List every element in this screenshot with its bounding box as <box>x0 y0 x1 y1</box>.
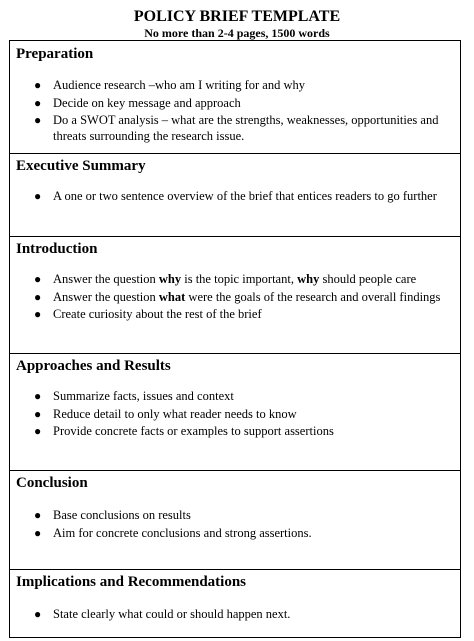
list-item <box>10 78 450 94</box>
bullet-list <box>10 189 450 207</box>
section-divider <box>10 569 460 570</box>
bullet-icon: ● <box>34 508 42 522</box>
item-text: Decide on key message and approach <box>53 95 241 110</box>
bullet-list <box>10 272 450 325</box>
item-text: A one or two sentence overview of the brief that entices readers to go further <box>53 189 437 203</box>
bullet-list <box>10 389 450 442</box>
list-item <box>10 508 450 524</box>
list-item <box>10 389 450 405</box>
document-header <box>0 8 474 40</box>
list-item <box>10 607 450 623</box>
section-divider <box>10 236 460 237</box>
bullet-icon: ● <box>34 95 42 110</box>
section-title: Approaches and Results <box>16 358 171 374</box>
section-title: Implications and Recommendations <box>16 574 247 590</box>
item-text: Summarize facts, issues and context <box>53 389 234 403</box>
bullet-icon: ● <box>34 607 42 621</box>
item-text: Do a SWOT analysis – what are the strengths, weaknesses, opportunities and threats surrounding the research issue. <box>53 113 439 143</box>
bullet-icon: ● <box>34 307 42 321</box>
bullet-icon: ● <box>34 424 42 438</box>
document-subtitle: No more than 2-4 pages, 1500 words <box>144 26 330 40</box>
bullet-icon: ● <box>34 389 42 403</box>
item-text: Answer the question <box>53 272 159 286</box>
item-text: Provide concrete facts or examples to support assertions <box>53 424 334 438</box>
section-divider <box>10 353 460 354</box>
list-item <box>10 307 450 323</box>
bullet-icon: ● <box>34 289 42 304</box>
item-text: Audience research –who am I writing for and why <box>53 78 305 92</box>
list-item <box>10 113 450 144</box>
item-text: were the goals of the research and overall findings <box>185 289 441 304</box>
section-divider <box>10 153 460 154</box>
section-title: Executive Summary <box>16 158 146 174</box>
item-text: is the topic important, <box>181 272 298 286</box>
list-item <box>10 424 450 440</box>
emphasis-text: why <box>297 272 320 286</box>
bullet-icon: ● <box>34 189 42 203</box>
item-text: Base conclusions on results <box>53 508 191 522</box>
list-item <box>10 407 450 423</box>
document-title: POLICY BRIEF TEMPLATE <box>133 8 341 25</box>
item-text: State clearly what could or should happen next. <box>53 607 291 621</box>
section-title: Introduction <box>16 241 98 257</box>
list-item <box>10 526 450 542</box>
item-text: Reduce detail to only what reader needs to know <box>53 406 297 421</box>
section-title: Preparation <box>16 46 94 62</box>
list-item <box>10 272 450 288</box>
item-text: should people care <box>319 272 417 286</box>
bullet-icon: ● <box>34 525 42 540</box>
section-divider <box>10 470 460 471</box>
list-item <box>10 96 450 112</box>
template-table <box>9 40 461 638</box>
bullet-list <box>10 607 450 625</box>
item-text: Create curiosity about the rest of the brief <box>53 307 262 321</box>
bullet-list <box>10 508 450 543</box>
emphasis-text: what <box>158 289 186 304</box>
bullet-icon: ● <box>34 406 42 421</box>
bullet-icon: ● <box>34 78 42 92</box>
list-item <box>10 189 450 205</box>
emphasis-text: why <box>158 272 182 286</box>
section-title: Conclusion <box>16 475 88 491</box>
item-text: Answer the question <box>53 289 159 304</box>
bullet-icon: ● <box>34 113 42 127</box>
bullet-list <box>10 78 450 146</box>
bullet-icon: ● <box>34 272 42 286</box>
list-item <box>10 290 450 306</box>
item-text: Aim for concrete conclusions and strong assertions. <box>53 525 312 540</box>
